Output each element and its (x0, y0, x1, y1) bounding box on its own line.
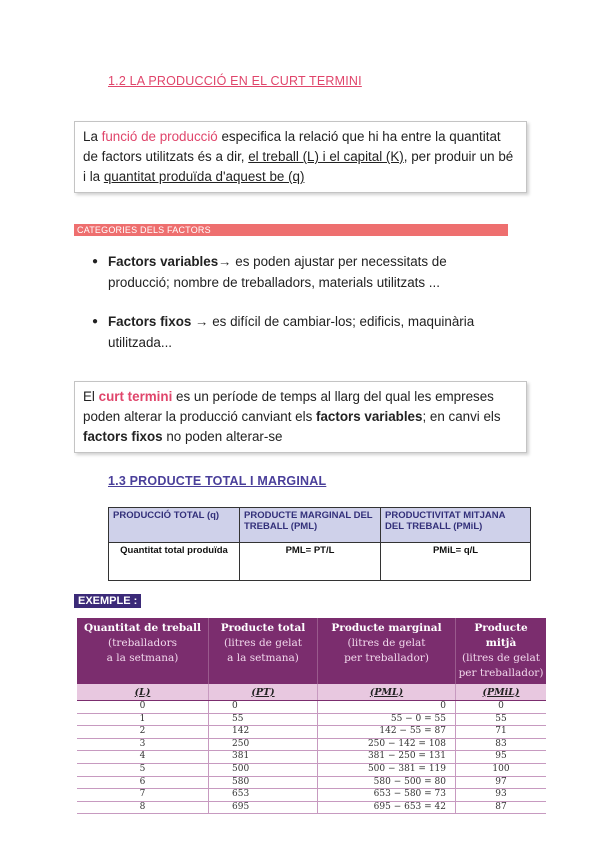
unit-cell: (PMiL) (456, 684, 547, 701)
table-cell: 5 (77, 763, 209, 776)
section-title-product: 1.3 PRODUCTE TOTAL I MARGINAL (108, 474, 327, 488)
st-text-4: no poden alterar-se (162, 429, 283, 444)
table-cell: 250 − 142 = 108 (318, 738, 456, 751)
table-cell: 2 (77, 726, 209, 739)
st-text-1: El (83, 389, 99, 404)
unit-cell: (L) (77, 684, 209, 701)
def-text-2: especifica la relació que hi ha entre la quantitat de factors utilitzats és a dir, (83, 129, 501, 164)
table-cell: 83 (456, 738, 547, 751)
table-cell: 8 (77, 801, 209, 814)
section-title-production: 1.2 LA PRODUCCIÓ EN EL CURT TERMINI (108, 74, 362, 88)
formula-header-cell: PRODUCTE MARGINAL DEL TREBALL (PML) (240, 508, 381, 543)
table-row (77, 776, 546, 789)
table-cell: 142 − 55 = 87 (318, 726, 456, 739)
table-cell: 3 (77, 738, 209, 751)
st-term: curt termini (98, 389, 173, 404)
table-cell: 87 (456, 801, 547, 814)
table-cell: 95 (456, 751, 547, 764)
table-cell: 381 (209, 751, 318, 764)
table-cell: 4 (77, 751, 209, 764)
table-cell: 0 (77, 701, 209, 714)
table-cell: 100 (456, 763, 547, 776)
table-cell: 0 (318, 701, 456, 714)
table-row (77, 789, 546, 802)
short-term-box (74, 381, 527, 453)
example-header-cell: Producte marginal (litres de gelat per treballador) (318, 618, 456, 684)
table-cell: 0 (209, 701, 318, 714)
arrow-icon: → (191, 314, 209, 329)
arrow-icon: → (218, 254, 232, 269)
formula-cell: Quantitat total produïda (109, 543, 240, 581)
table-row (77, 738, 546, 751)
example-header-cell: Producte mitjà (litres de gelat per treballador) (456, 618, 547, 684)
table-row (77, 751, 546, 764)
table-row (77, 701, 546, 714)
bullet-text: es poden ajustar per necessitats de producció; nombre de treballadors, materials utilitzats ... (108, 254, 447, 290)
table-row (77, 726, 546, 739)
st-bold-fixed: factors fixos (83, 429, 163, 444)
table-cell: 500 (209, 763, 318, 776)
example-table (77, 618, 546, 814)
table-row (77, 763, 546, 776)
formula-header-cell: PRODUCTIVITAT MITJANA DEL TREBALL (PMiL) (381, 508, 531, 543)
table-cell: 381 − 250 = 131 (318, 751, 456, 764)
def-link-quantity: quantitat produïda d'aquest be (q) (103, 169, 305, 184)
bullet-variable-factors (92, 251, 498, 293)
table-cell: 580 (209, 776, 318, 789)
table-cell: 695 (209, 801, 318, 814)
table-cell: 695 − 653 = 42 (318, 801, 456, 814)
table-cell: 653 (209, 789, 318, 802)
formula-cell: PMiL= q/L (381, 543, 531, 581)
table-cell: 97 (456, 776, 547, 789)
table-cell: 71 (456, 726, 547, 739)
table-cell: 55 − 0 = 55 (318, 713, 456, 726)
table-cell: 55 (209, 713, 318, 726)
bullet-dot-icon: ● (92, 256, 99, 267)
table-cell: 55 (456, 713, 547, 726)
st-text-3: ; en canvi els (422, 409, 501, 424)
unit-cell: (PT) (209, 684, 318, 701)
def-link-labor-capital: el treball (L) i el capital (K) (248, 149, 404, 164)
formula-header-cell: PRODUCCIÓ TOTAL (q) (109, 508, 240, 543)
table-cell: 580 − 500 = 80 (318, 776, 456, 789)
table-row (77, 801, 546, 814)
example-badge: EXEMPLE : (74, 594, 141, 608)
example-header-cell: Producte total (litres de gelat a la setmana) (209, 618, 318, 684)
table-cell: 6 (77, 776, 209, 789)
bullet-dot-icon: ● (92, 316, 99, 327)
bullet-term: Factors variables (108, 254, 219, 269)
table-cell: 93 (456, 789, 547, 802)
definition-box (74, 121, 527, 193)
def-text-1: La (83, 129, 102, 144)
table-row (77, 713, 546, 726)
categories-header: CATEGORIES DELS FACTORS (74, 224, 508, 236)
table-cell: 1 (77, 713, 209, 726)
formula-cell: PML= PT/L (240, 543, 381, 581)
def-text-3: , per produir un bé i la (83, 149, 514, 184)
def-term: funció de producció (101, 129, 218, 144)
table-cell: 500 − 381 = 119 (318, 763, 456, 776)
table-cell: 7 (77, 789, 209, 802)
unit-cell: (PML) (318, 684, 456, 701)
example-header-cell: Quantitat de treball (treballadors a la setmana) (77, 618, 209, 684)
table-cell: 250 (209, 738, 318, 751)
table-cell: 142 (209, 726, 318, 739)
st-bold-variable: factors variables (316, 409, 423, 424)
st-text-2: es un període de temps al llarg del qual les empreses poden alterar la producció canviant els (83, 389, 494, 424)
table-cell: 653 − 580 = 73 (318, 789, 456, 802)
bullet-text: es difícil de cambiar-los; edificis, maquinària utilitzada... (108, 314, 475, 350)
formula-table (108, 507, 531, 581)
bullet-term: Factors fixos (108, 314, 192, 329)
bullet-fixed-factors (92, 311, 498, 353)
table-cell: 0 (456, 701, 547, 714)
